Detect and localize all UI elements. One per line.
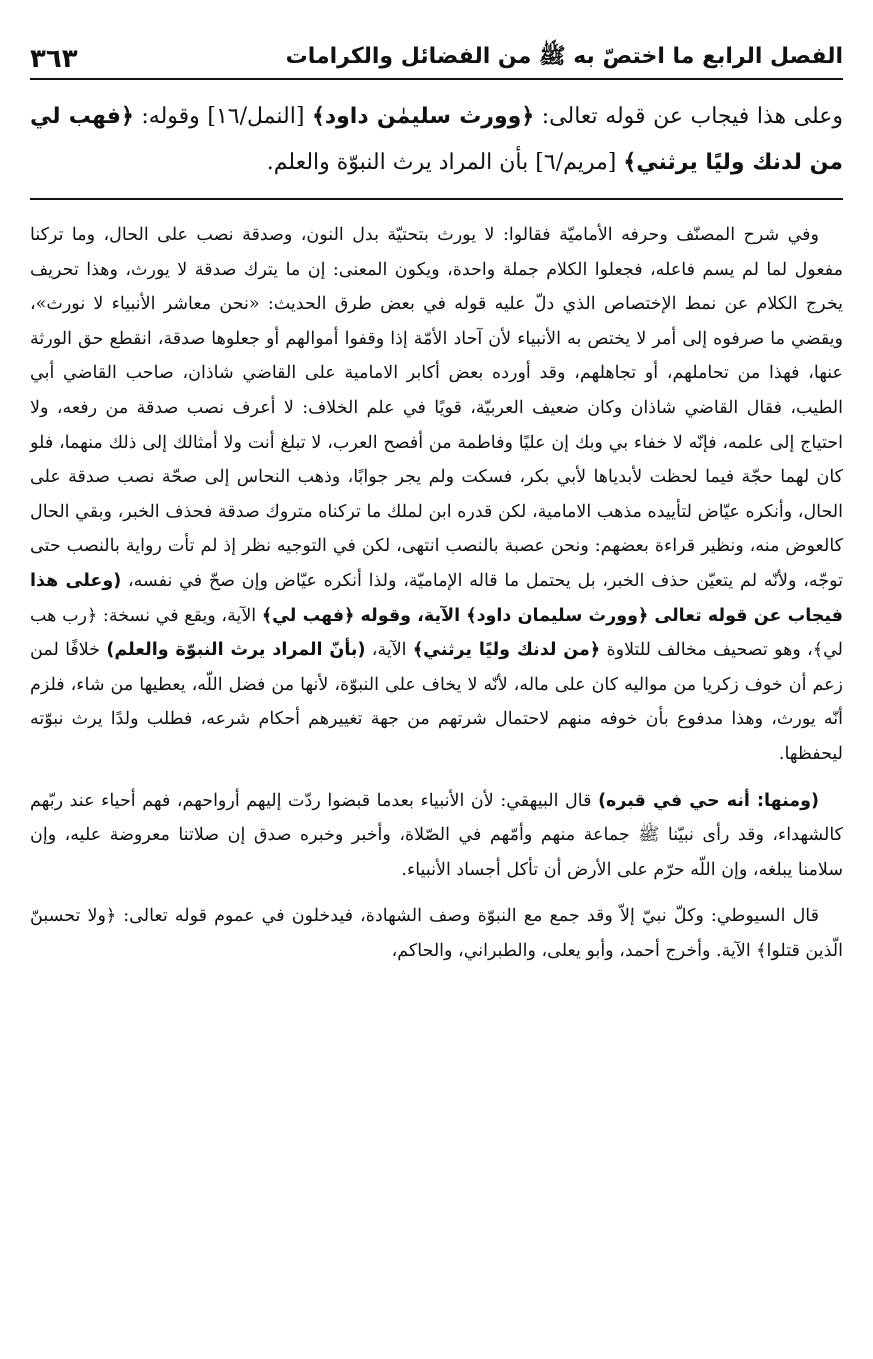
main-text	[30, 94, 843, 186]
page	[30, 30, 843, 980]
verse-reference: [مريم/٦]	[535, 150, 624, 175]
commentary	[30, 218, 843, 968]
commentary-text: قال البيهقي: لأن الأنبياء بعدما قبضوا ردّت إليهم أرواحهم، فهم أحياء عند ربّهم كالشهداء، وقد رأى نبيّنا ﷺ جماعة منهم وأمّهم في الصّلاة، وأخبر وخبره صدق إن صلاتنا معروضة عليه، وإن سلامنا يبلغه، وإن اللّه حرّم على الأرض أن تأكل أجساد الأنبياء.	[30, 790, 843, 880]
quoted-matn: ﴿من لدنك وليًا يرثني﴾	[412, 640, 601, 661]
quoted-matn: (ومنها: أنه حي في قبره)	[598, 790, 819, 811]
commentary-paragraph	[30, 899, 843, 968]
quoted-matn: (بأنّ المراد يرث النبوّة والعلم)	[106, 640, 366, 661]
quoted-matn: (وعلى هذا فيجاب عن قوله تعالى ﴿وورث سليمان داود﴾ الآية، وقوله ﴿فهب لي﴾	[30, 570, 843, 626]
main-text-paragraph	[30, 94, 843, 186]
quran-verse: ﴿وورث سليمٰن داود﴾	[311, 104, 535, 129]
commentary-paragraph	[30, 218, 843, 772]
commentary-text: قال السيوطي: وكلّ نبيّ إلاّ وقد جمع مع النبوّة وصف الشهادة، فيدخلون في عموم قوله تعالى: ﴿ولا تحسبنّ الّذين قتلوا﴾ الآية. وأخرج أحمد، وأبو يعلى، والطبراني، والحاكم،	[30, 906, 843, 961]
commentary-text: وفي شرح المصنّف وحرفه الأماميّة فقالوا: لا يورث بتحتيّة بدل النون، وصدقة نصب على الحال، وما تركنا مفعول لما لم يسم فاعله، فجعلوا الكلام جملة واحدة، ويكون المعنى: إن ما يترك صدقة لا يورث، وهذا تحريف يخرج الكلام عن نمط الإختصاص الذي دلّ عليه قوله في بعض طرق الحديث: «نحن معاشر الأنبياء لا نورث»، ويقضي ما صرفوه إلى أمر لا يختص به الأنبياء لأن آحاد الأمّة إذا وقفوا أموالهم أو جعلوها صدقة، انقطع حق الورثة عنها، فهذا من تحاملهم، أو تجاهلهم، وقد أورده بعض أكابر الامامية على القاضي شاذان، صاحب القاضي أبي الطيب، فقال القاضي شاذان وكان ضعيف العربيّة، قويًا في علم الخلاف: لا أعرف نصب صدقة من رفعه، ولا احتياج إلى علمه، فإنّه لا خفاء بي وبك إن عليًا وفاطمة من أفصح العرب، لا تبلغ أنت ولا أمثالك إلى ذلك منهما، فلو كان لهما حجّة فيما لحظت لأبدياها لأبي بكر، فسكت ولم يجر جوابًا، وذهب النحاس إلى صحّة نصب صدقة على الحال، وأنكره عيّاض لتأييده مذهب الامامية، لكن قدره ابن لملك ما تركناه متروك صدقة فحذف الخبر، وبقي الحال كالعوض منه، ونظير قراءة بعضهم: ونحن عصبة بالنصب انتهى، لكن في التوجيه نظر إذ لم تأت رواية بالنصب حتى توجّه، ولأنّه لم يتعيّن حذف الخبر، بل يحتمل ما قاله الإماميّة، ولذا أنكره عيّاض وإن صحّ في نفسه،	[30, 225, 843, 591]
main-text-conclusion: بأن المراد يرث النبوّة والعلم.	[266, 150, 536, 175]
page-header	[30, 30, 843, 80]
page-number: ٣٦٣	[30, 44, 78, 74]
main-text-intro: وعلى هذا فيجاب عن قوله تعالى:	[534, 104, 843, 129]
main-text-connector: وقوله:	[133, 104, 208, 129]
chapter-title: الفصل الرابع ما اختصّ به ﷺ من الفضائل والكرامات	[285, 44, 843, 69]
commentary-text: خلافًا لمن زعم أن خوف زكريا من مواليه كان على ماله، لأنّه لا يخاف على النبوّة، لأنها من فضل اللّه، يعطيها من شاء، فلزم أنّه يورث، وهذا مدفوع بأن خوفه منهم لاحتمال شرتهم من جهة تغييرهم أحكام شرعه، فطلب ولدًا يرث نبوّته ليحفظها.	[30, 640, 843, 764]
section-divider	[30, 198, 843, 200]
commentary-text: الآية، ويقع في نسخة: ﴿رب هب لي﴾، وهو تصحيف مخالف للتلاوة	[30, 605, 843, 661]
verse-reference: [النمل/١٦]	[207, 104, 312, 129]
quran-verse: ﴿فهب لي من لدنك وليًا يرثني﴾	[30, 104, 843, 175]
commentary-text: الآية،	[365, 640, 413, 661]
commentary-paragraph	[30, 784, 843, 888]
